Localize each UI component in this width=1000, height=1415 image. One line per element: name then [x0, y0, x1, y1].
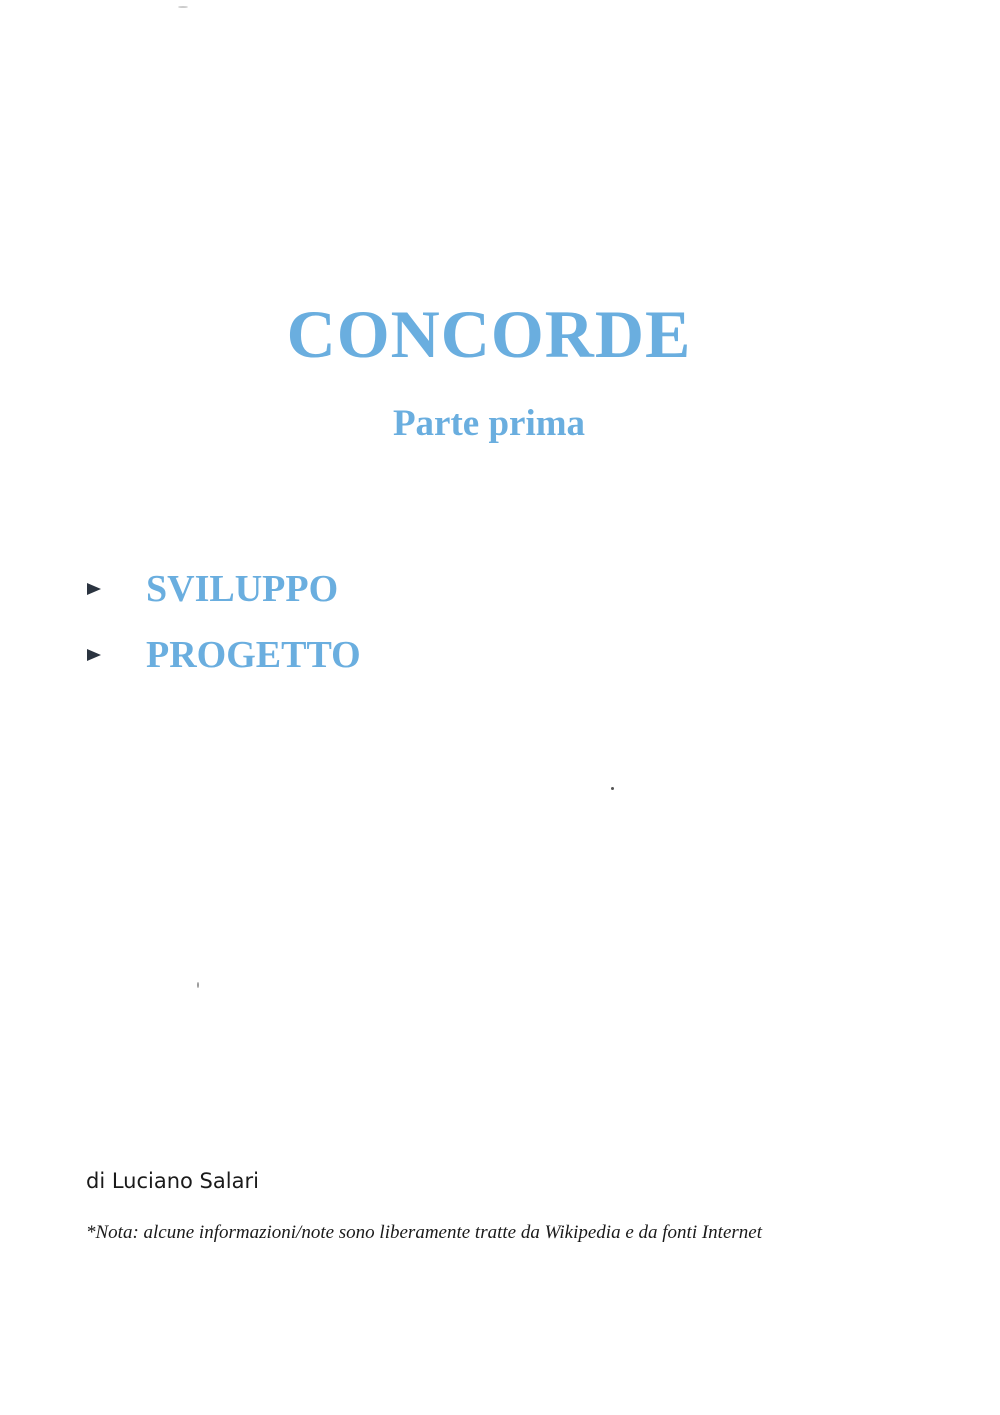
scan-speck — [178, 6, 188, 8]
source-note: *Nota: alcune informazioni/note sono liberamente tratte da Wikipedia e da fonti Internet — [86, 1222, 762, 1243]
topic-label: SVILUPPO — [146, 568, 339, 610]
author-line: di Luciano Salari — [86, 1169, 259, 1193]
list-item — [86, 622, 361, 688]
topic-list — [86, 556, 361, 688]
scan-speck — [197, 982, 199, 988]
scan-speck — [611, 787, 614, 790]
arrow-right-bullet-icon — [86, 635, 146, 675]
topic-label: PROGETTO — [146, 634, 361, 676]
document-title: CONCORDE — [286, 296, 692, 372]
document-subtitle: Parte prima — [392, 403, 586, 444]
arrow-right-bullet-icon — [86, 569, 146, 609]
list-item — [86, 556, 361, 622]
